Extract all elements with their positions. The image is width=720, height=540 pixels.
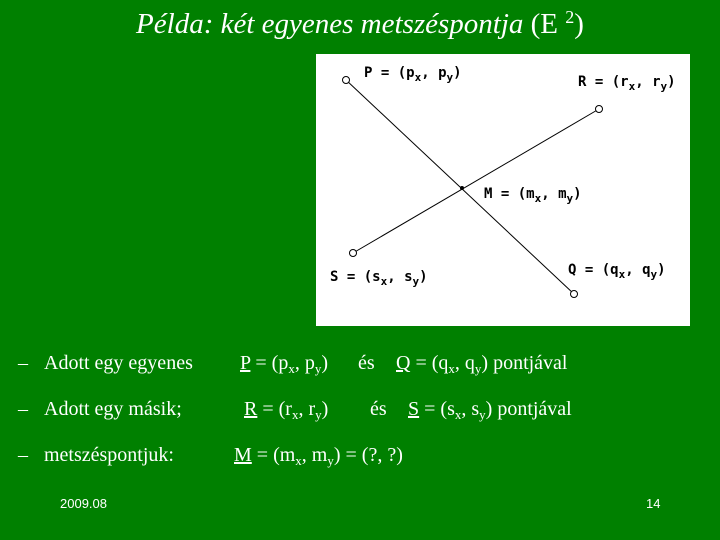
bullet-expression: $R = (r_x$, $r_y$) [244, 398, 329, 422]
bullet-expression-2: $S = (s_x$, $s_y$) pontjával [408, 398, 572, 422]
label-p: $P = (p_x$, $p_y$) [364, 65, 462, 84]
slide-title-text: Példa: két egyenes metszéspontja [136, 8, 531, 40]
bullet-lead-text: Adott egy másik; [44, 398, 182, 420]
line-intersection-figure [316, 54, 690, 326]
slide-title-superscript: 2 [565, 7, 575, 27]
bullet-expression-2: $Q = (q_x$, $q_y$) pontjával [396, 352, 568, 376]
bullet-conjunction: és [370, 398, 387, 420]
line-rs [353, 109, 599, 253]
point-s [350, 250, 357, 257]
slide-title-paren-close: ) [574, 8, 584, 40]
point-name-q: Q [396, 352, 411, 374]
point-name-m: M [234, 444, 252, 466]
bullet-dash: – [18, 398, 28, 420]
bullet-conjunction: és [358, 352, 375, 374]
bullet-expression: $M = (m_x$, $m_y$) = (?, ?) [234, 444, 403, 468]
point-q [571, 291, 578, 298]
point-name-s: S [408, 398, 420, 420]
bullet-dash: – [18, 352, 28, 374]
label-r: $R = (r_x$, $r_y$) [578, 74, 676, 93]
label-q: $Q = (q_x$, $q_y$) [568, 262, 666, 281]
slide-title-paren-open: (E [530, 8, 566, 40]
figure-canvas [316, 54, 690, 326]
point-r [596, 106, 603, 113]
label-m: $M = (m_x$, $m_y$) [484, 186, 582, 205]
bullet-dash: – [18, 444, 28, 466]
label-s: $S = (s_x$, $s_y$) [330, 269, 428, 288]
slide-title [0, 8, 720, 41]
line-pq [346, 80, 574, 294]
point-m [460, 186, 464, 190]
footer-date: 2009.08 [60, 496, 107, 511]
point-name-r: R [244, 398, 258, 420]
point-p [343, 77, 350, 84]
bullet-lead-text: metszéspontjuk: [44, 444, 174, 466]
bullet-lead-text: Adott egy egyenes [44, 352, 193, 374]
point-name-p: P [240, 352, 251, 374]
bullet-expression: $P = (p_x$, $p_y$) [240, 352, 329, 376]
footer-page-number: 14 [646, 496, 661, 511]
